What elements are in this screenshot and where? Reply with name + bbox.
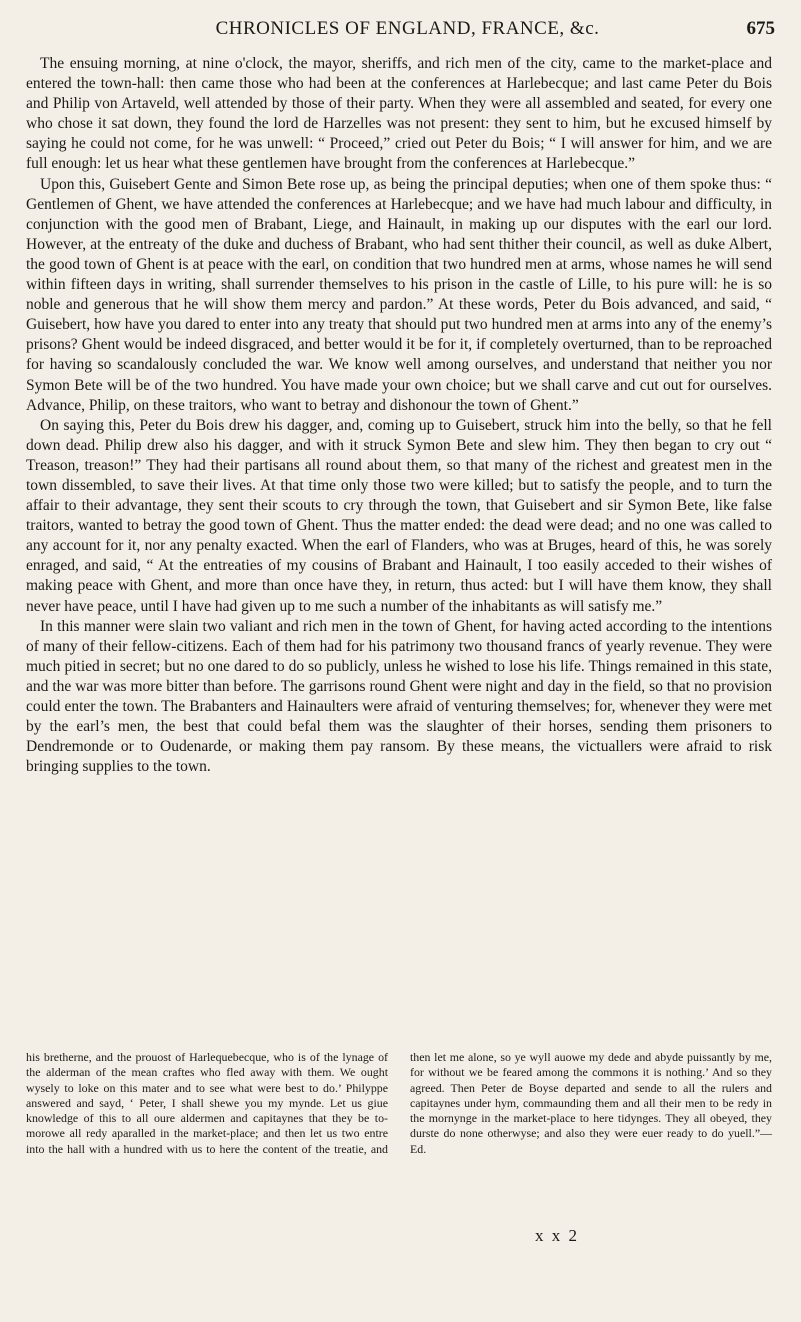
- paragraph: Upon this, Guisebert Gente and Simon Bete rose up, as being the principal deputies; when one of them spoke thus: “ Gentlemen of Ghent, we have attended the conferences at Harlebecque; and we have had much labour and difficulty, in conjunction with the good men of Brabant, Liege, and Hainault, in making up our disputes with the earl our lord. However, at the entreaty of the duke and duchess of Brabant, who had sent thither their council, as well as duke Albert, the good town of Ghent is at peace with the earl, on condition that two hundred men at arms, whose names he will send within fifteen days in writing, shall surrender themselves to his prison in the castle of Lille, to his pure will: he is so noble and generous that he will show them mercy and pardon.” At these words, Peter du Bois advanced, and said, “ Guisebert, how have you dared to enter into any treaty that should put two hundred men at arms into any of the enemy’s prisons? Ghent would be indeed disgraced, and better would it be for it, if completely overturned, than to be reproached for having so scandalously concluded the war. We know well among ourselves, and understand that neither you nor Symon Bete will be of the two hundred. You have made your own choice; but we shall carve and cut out for ourselves. Advance, Philip, on these traitors, who want to betray and dishonour the town of Ghent.”: [26, 175, 772, 414]
- page-header: [40, 10, 775, 46]
- footnote-text: his bretherne, and the prouost of Harlequebecque, who is of the lynage of the alderman of the mean craftes who fled away with them. We ought wysely to loke on this mater and to see what were best to do.’ Philyppe answered and sayd, ‘ Peter, I shall shewe you my mynde. Let us giue knowledge of this to all oure aldermen and capitaynes that they be to-morowe all redy aparalled in the market-place; and then let us two entre into the hall with a hundred with us to here the content of the treatie, and then let me alone, so ye wyll auowe my dede and abyde puissantly by me, for without we be feared among the commons it is nothing.’ And so they agreed. Then Peter de Boyse departed and sende to all the rulers and capitaynes under hym, commaunding them and all their men to be redy in the mornynge in the market-place to here tidynges. They all obeyed, they durste do none otherwyse; and also they were euer ready to do yuell.”— Ed.: [26, 1050, 772, 1156]
- paragraph: On saying this, Peter du Bois drew his dagger, and, coming up to Guisebert, struck him into the belly, so that he fell down dead. Philip drew also his dagger, and with it struck Symon Bete and slew him. They then began to cry out “ Treason, treason!” They had their partisans all round about them, so that many of the richest and greatest men in the town dissembled, to save their lives. At that time only those two were killed; but to satisfy the people, and to turn the affair to their advantage, they sent their scouts to cry through the town, that Guisebert and sir Symon Bete, like false traitors, wanted to betray the good town of Ghent. Thus the matter ended: the dead were dead; and no one was called to any account for it, nor any penalty exacted. When the earl of Flanders, who was at Bruges, heard of this, he was sorely enraged, and said, “ At the entreaties of my cousins of Brabant and Hainault, I too easily acceded to their wishes of making peace with Ghent, and more than once have they, in return, thus acted: but I will have them know, they shall never have peace, until I have had given up to me such a number of the inhabitants as will satisfy me.”: [26, 416, 772, 615]
- paragraph: In this manner were slain two valiant and rich men in the town of Ghent, for having acted according to the intentions of many of their fellow-citizens. Each of them had for his patrimony two thousand francs of yearly revenue. They were much pitied in secret; but no one dared to do so publicly, unless he wished to lose his life. Things remained in this state, and the war was more bitter than before. The garrisons round Ghent were night and day in the field, so that no provision could enter the town. The Brabanters and Hainaulters were afraid of venturing themselves; for, whenever they were met by the earl’s men, the best that could befal them was the slaughter of their horses, sending them prisoners to Dendremonde or to Oudenarde, or making them pay ransom. By these means, the victuallers were afraid to risk bringing supplies to the town.: [26, 617, 772, 776]
- main-text: [26, 54, 772, 777]
- running-title: CHRONICLES OF ENGLAND, FRANCE, &c.: [215, 18, 600, 39]
- signature-mark: x x 2: [535, 1226, 579, 1245]
- paragraph: The ensuing morning, at nine o'clock, the mayor, sheriffs, and rich men of the city, came to the market-place and entered the town-hall: then came those who had been at the conferences at Harlebecque; and last came Peter du Bois and Philip von Artaveld, well attended by those of their party. When they were all assembled and seated, for every one who chose it sat down, they found the lord de Harzelles was not present: they sent to him, but he excused himself by saying he could not come, for he was unwell: “ Proceed,” cried out Peter du Bois; “ I will answer for him, and we are full enough: let us hear what these gentlemen have brought from the conferences at Harlebecque.”: [26, 55, 772, 173]
- footnote: [26, 1050, 772, 1157]
- page-number: 675: [746, 18, 775, 39]
